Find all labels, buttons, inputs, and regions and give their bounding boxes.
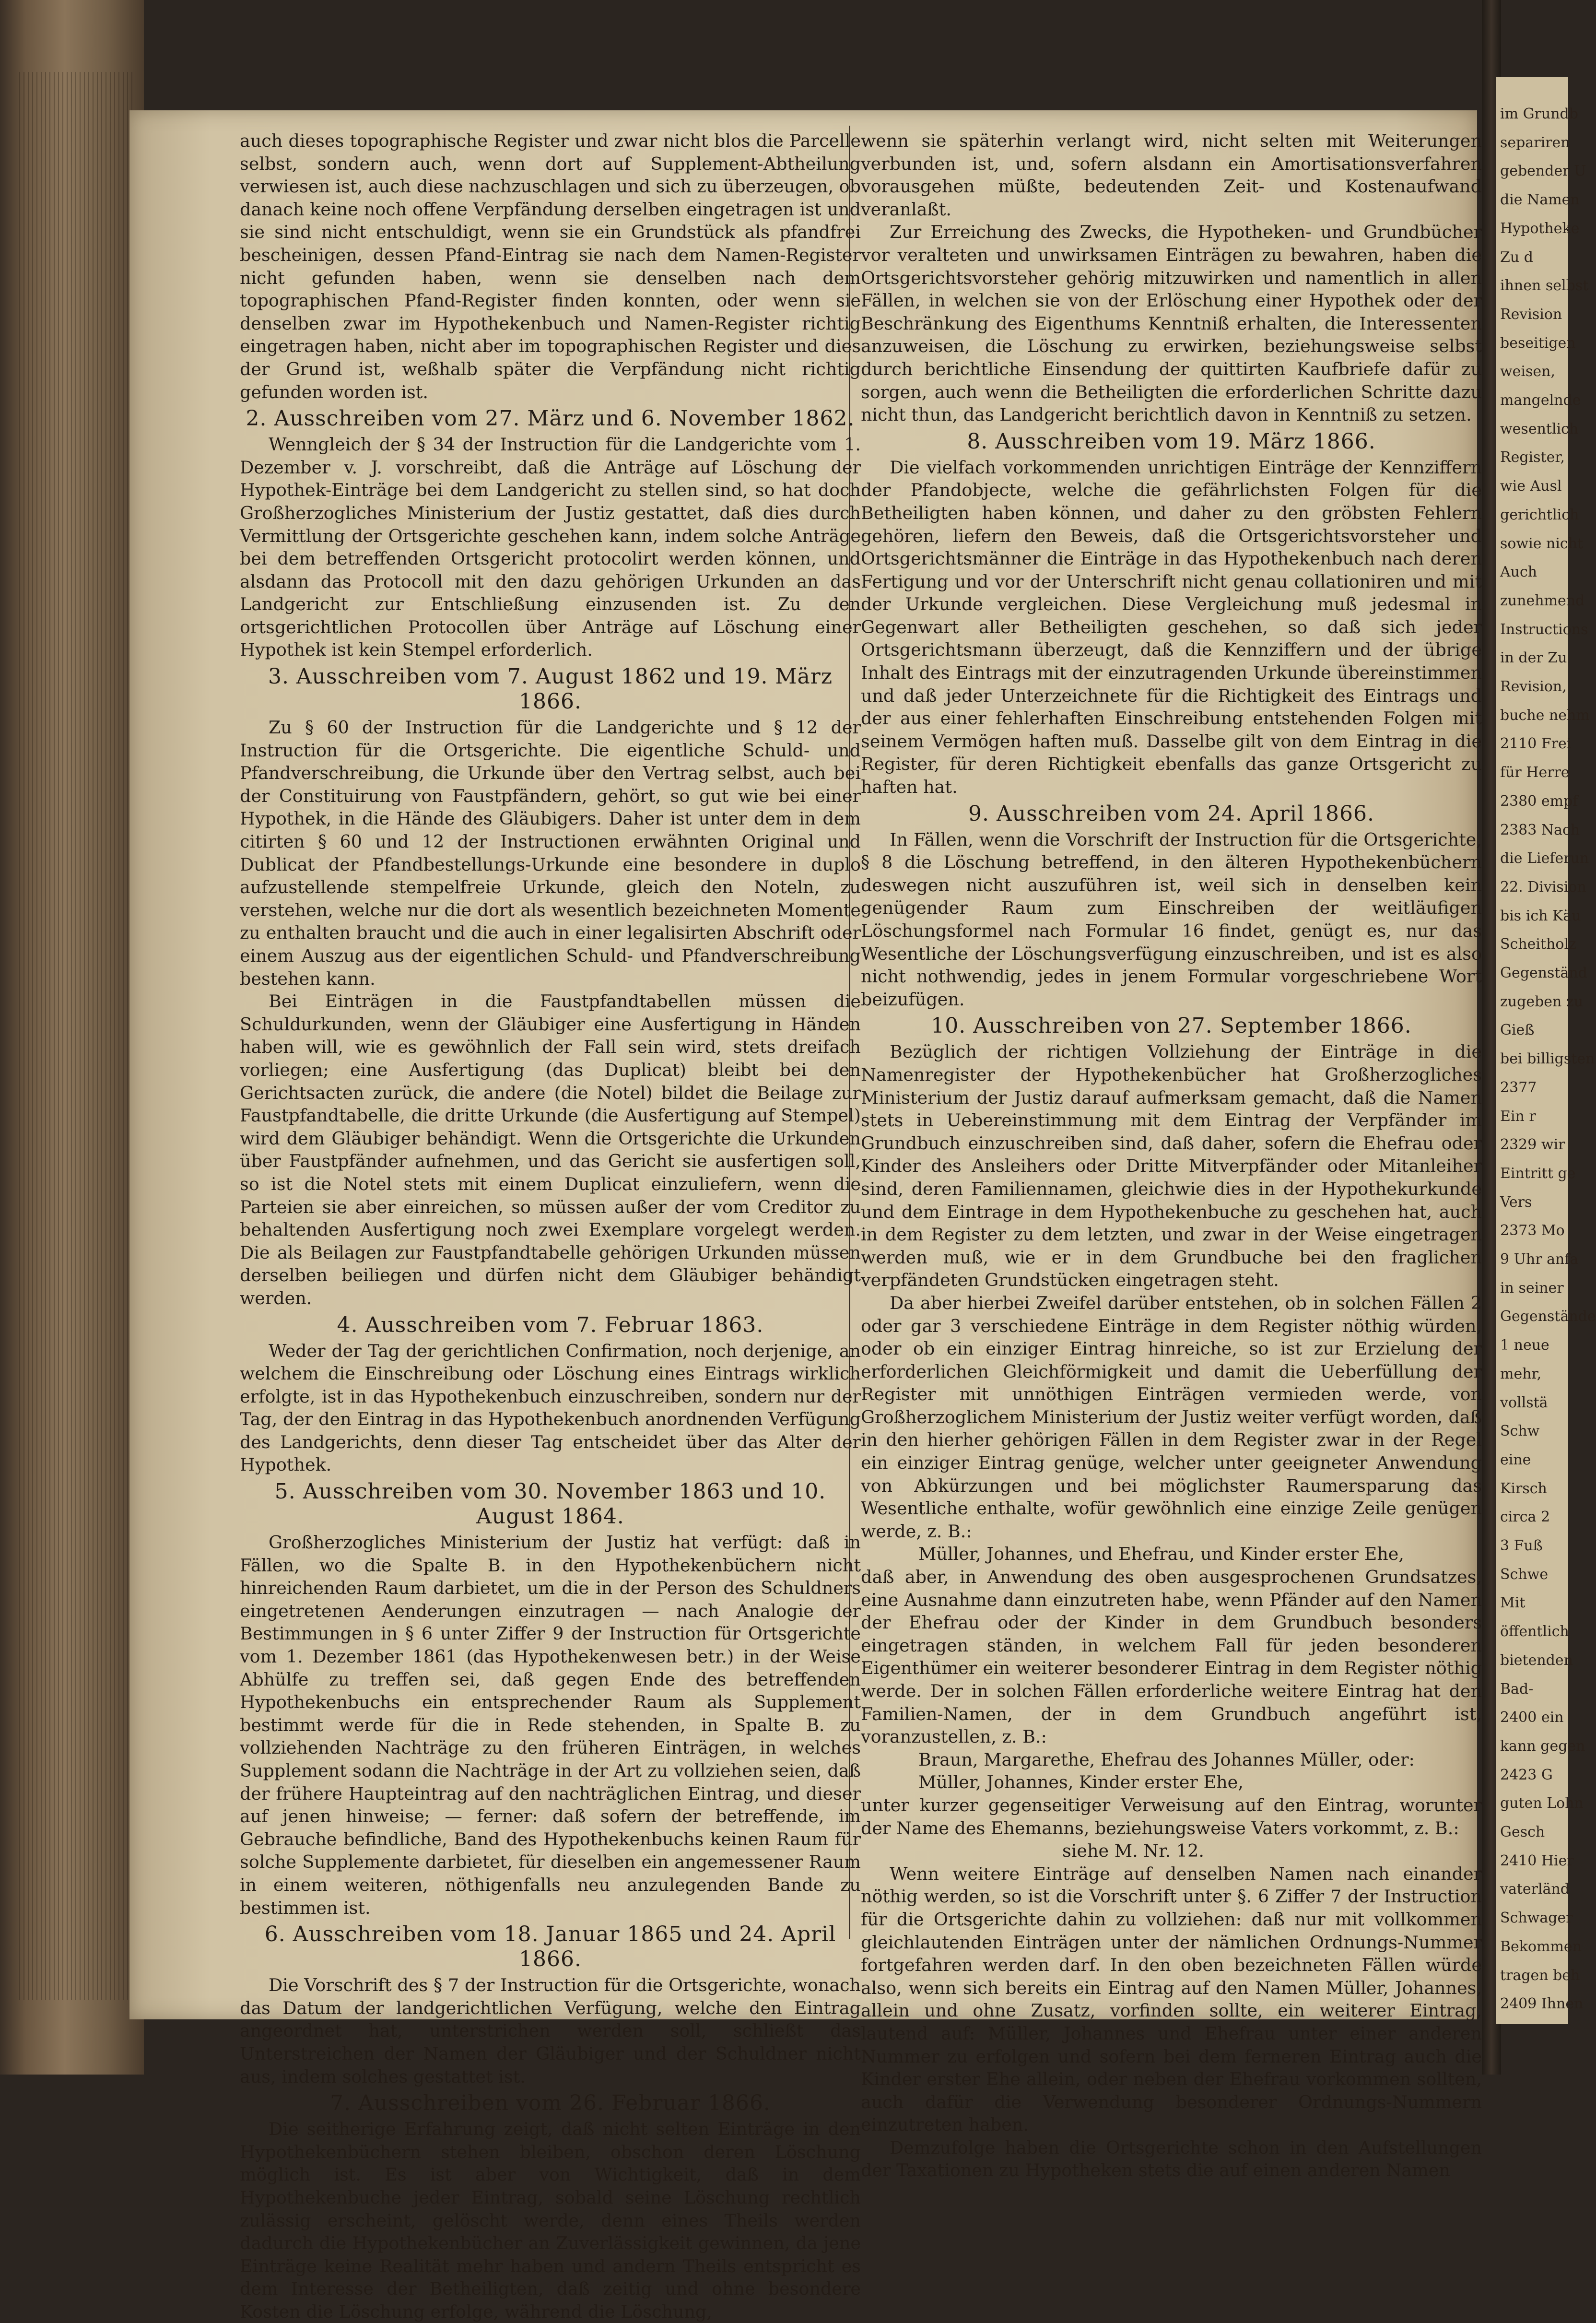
section-5-heading: 5. Ausschreiben vom 30. November 1863 und 10. August 1864. [274,1479,826,1529]
next-page-fragment: 2373 Mo [1500,1222,1565,1239]
next-page-fragment: Kirsch [1500,1480,1547,1497]
next-page-sliver [1496,77,1596,2024]
next-page-fragment: in der Zu [1500,649,1567,666]
section-10-text-2: Da aber hierbei Zweifel darüber entstehen, ob in solchen Fällen 2 oder gar 3 verschiedene Einträge in dem Register nöthig würden, oder ob ein einziger Eintrag hinreiche, so ist zur Erzielung der erforderlichen Gleichförmigkeit und damit die Ueberfüllung der Register mit unnöthigen Einträgen vermieden werde, von Großherzoglichem Ministerium der Justiz weiter verfügt worden, daß in den hierher gehörigen Fällen in dem Register zwar in der Regel ein einziger Eintrag genüge, welcher unter geeigneter Anwendung von Abkürzungen und bei möglichster Raumersparung das Wesentliche enthalte, wofür gewöhnlich eine einzige Zeile genügen werde, z. B.: [861,1292,1482,1542]
next-page-fragment: Schwager [1500,1910,1573,1926]
section-10-text-5: Wenn weitere Einträge auf denselben Namen nach einander nöthig werden, so ist die Vorschrift unter §. 6 Ziffer 7 der Instruction für die Ortsgerichte dahin zu vollziehen: daß nur mit vollkommen gleichlautenden Einträgen unter der nämlichen Ordnungs-Nummer fortgefahren werden darf. In den oben bezeichneten Fällen würde also, wenn sich bereits ein Eintrag auf den Namen Müller, Johannes, allein und ohne Zusatz, vorfinden sollte, ein weiterer Eintrag, lautend auf: Müller, Johannes und Ehefrau unter einer anderen Nummer zu erfolgen und sofern bei dem ferneren Eintrag auch die Kinder erster Ehe allein, oder neben der Ehefrau vorkommen sollten, auch dafür die Verwendung besonderer Ordnungs-Nummern einzutreten haben. [861,1863,1482,2135]
next-page-fragment: Gegenständ [1500,965,1587,981]
next-page-fragment: 2110 Frei [1500,735,1572,752]
next-page-fragment: Bekommen [1500,1938,1582,1955]
next-page-fragment: tragen beh [1500,1967,1580,1984]
next-page-fragment: 2380 empf [1500,793,1578,810]
section-10-text-1: Bezüglich der richtigen Vollziehung der Einträge in die Namenregister der Hypothekenbücher hat Großherzogliches Ministerium der Justiz darauf aufmerksam gemacht, daß die Namen stets in Uebereinstimmung mit dem Eintrag der Verpfänder im Grundbuch einzuschreiben sind, daß daher, sofern die Ehefrau oder Kinder des Ansleihers oder Dritte Mitverpfänder oder Mitanleiher sind, deren Familiennamen, gleichwie dies in der Hypothekurkunde und dem Eintrage in dem Hypothekenbuche zu geschehen hat, auch in dem Register zu dem letzten, und zwar in der Weise eingetragen werden muß, wie er in dem Grundbuche bei den fraglichen verpfändeten Grundstücken eingetragen steht. [861,1041,1482,1291]
next-page-fragment: Schwe [1500,1566,1549,1583]
next-page-fragment: öffentlich [1500,1623,1569,1640]
next-page-fragment: wesentlich [1500,421,1579,437]
example-entry-2: Braun, Margarethe, Ehefrau des Johannes Müller, oder: [918,1749,1415,1770]
next-page-fragment: eine [1500,1451,1531,1468]
next-page-fragment: Gegenstände [1500,1308,1596,1325]
right-intro-paragraph-2: Zur Erreichung des Zwecks, die Hypotheken- und Grundbücher vor veralteten und unwirksamen Einträgen zu bewahren, haben die Ortsgerichtsvorsteher gehörig mitzuwirken und namentlich in allen Fällen, in welchen sie von der Erlöschung einer Hypothek oder der Beschränkung des Eigenthums Kenntniß erhalten, die Interessenten anzuweisen, die Löschung zu erwirken, beziehungsweise selbst durch berichtliche Einsendung der quittirten Kaufbriefe dafür zu sorgen, auch wenn die Betheiligten die erforderlichen Schritte dazu nicht thun, das Landgericht berichtlich davon in Kenntniß zu setzen. [861,222,1482,425]
next-page-fragment: zunehmend [1500,592,1585,609]
section-10-text-3: daß aber, in Anwendung des oben ausgesprochenen Grundsatzes, eine Ausnahme dann einzutreten habe, wenn Pfänder auf den Namen der Ehefrau oder der Kinder in dem Grundbuch besonders eingetragen ständen, in welchem Fall für jeden besonderen Eigenthümer ein weiterer besonderer Eintrag in dem Register nöthig werde. Der in solchen Fällen erforderliche weitere Eintrag hat den Familien-Namen, der in dem Grundbuch angeführt ist, voranzustellen, z. B.: [861,1567,1482,1747]
next-page-fragment: für Herre [1500,764,1570,781]
next-page-fragment: Instructions [1500,621,1588,638]
next-page-fragment: 1 neue [1500,1337,1549,1354]
left-intro-paragraph: auch dieses topographische Register und zwar nicht blos die Parcelle selbst, sondern auch, wenn dort auf Supplement-Abtheilung verwiesen ist, auch diese nachzuschlagen und sich zu überzeugen, ob danach keine noch offene Verpfändung derselben eingetragen ist und sie sind nicht entschuldigt, wenn sie ein Grundstück als pfandfrei bescheinigen, dessen Pfand-Eintrag sie nach dem Namen-Register nicht gefunden haben, wenn sie denselben nach dem topographischen Pfand-Register finden konnten, oder wenn sie denselben zwar im Hypothekenbuch und Namen-Register richtig eingetragen haben, nicht aber im topographischen Register und dies der Grund ist, weßhalb später die Verpfändung nicht richtig gefunden worden ist. [240,130,861,402]
next-page-fragment: vaterländ [1500,1881,1570,1898]
next-page-fragment: gerichtlich [1500,507,1579,523]
next-page-fragment: separiren [1500,134,1570,151]
next-page-fragment: 22. Division [1500,879,1586,896]
next-page-fragment: wie Ausl [1500,478,1562,495]
section-6-text: Die Vorschrift des § 7 der Instruction für die Ortsgerichte, wonach das Datum der landgerichtlichen Verfügung, welche den Eintrag angeordnet hat, unterstrichen werden soll, schließt das Unterstreichen der Namen der Gläubiger und der Schuldner nicht aus, indem solches gestattet ist. [240,1975,861,2087]
next-page-fragment: kann gegen [1500,1738,1585,1755]
next-page-fragment: weisen, [1500,363,1556,380]
next-page-fragment: 2409 Ihnen [1500,1995,1584,2012]
next-page-fragment: die Lieferun [1500,850,1589,867]
example-entry-3: Müller, Johannes, Kinder erster Ehe, [918,1772,1244,1793]
next-page-fragment: Zu d [1500,249,1533,266]
next-page-fragment: 2410 Hier [1500,1852,1574,1869]
next-page-fragment: Auch [1500,564,1537,580]
next-page-fragment: 2400 ein [1500,1709,1564,1726]
next-page-fragment: circa 2 [1500,1509,1550,1525]
next-page-fragment: Gesch [1500,1824,1545,1840]
section-3-heading: 3. Ausschreiben vom 7. August 1862 und 19. März 1866. [268,664,833,714]
section-10-text-6: Demzufolge haben die Ortsgerichte schon in den Aufstellungen der Taxationen zu Hypotheken stets die auf einen anderen Namen [861,2137,1482,2181]
next-page-fragment: im Grundb [1500,106,1578,122]
next-page-fragment: Bad- [1500,1681,1534,1698]
next-page-fragment: beseitigen [1500,335,1576,352]
next-page-fragment: bis ich Käu [1500,908,1581,924]
next-page-fragment: Schw [1500,1423,1540,1439]
section-8-text: Die vielfach vorkommenden unrichtigen Einträge der Kennziffern der Pfandobjecte, welche die gefährlichsten Folgen für die Betheiligten haben können, und daher zu den gröbsten Fehlern gehören, liefern den Beweis, daß die Ortsgerichtsvorsteher und Ortsgerichtsmänner die Einträge in das Hypothekenbuch nach deren Fertigung und vor der Unterschrift nicht genau collationiren und mit der Urkunde vergleichen. Diese Vergleichung muß jedesmal in Gegenwart aller Betheiligten geschehen, so daß sich jeder Ortsgerichtsmann überzeugt, daß die Kennziffern und der übrige Inhalt des Eintrags mit der einzutragenden Urkunde übereinstimmen und daß jeder Unterzeichnete für die Richtigkeit des Eintrags und der aus einer fehlerhaften Einschreibung entstehenden Folgen mit seinem Vermögen haften muß. Dasselbe gilt von dem Eintrag in die Register, für deren Richtigkeit ebenfalls das ganze Ortsgericht zu haften hat. [861,457,1482,798]
section-7-heading: 7. Ausschreiben vom 26. Februar 1866. [330,2091,771,2116]
section-5-text: Großherzogliches Ministerium der Justiz hat verfügt: daß in Fällen, wo die Spalte B. in den Hypothekenbüchern nicht hinreichenden Raum darbietet, um die in der Person des Schuldners eingetretenen Aenderungen einzutragen — nach Analogie der Bestimmungen in § 6 unter Ziffer 9 der Instruction für Ortsgerichte vom 1. Dezember 1861 (das Hypothekenwesen betr.) in der Weise Abhülfe zu treffen sei, daß gegen Ende des betreffenden Hypothekenbuchs ein entsprechender Raum als Supplement bestimmt werde für die in Rede stehenden, in Spalte B. zu vollziehenden Nachträge zu den früheren Einträgen, in welches Supplement sodann die Nachträge in der Art zu vollziehen seien, daß der frühere Haupteintrag auf den nachträglichen Eintrag, und dieser auf jenen hinweise; — ferner: daß sofern der betreffende, im Gebrauche befindliche, Band des Hypothekenbuchs keinen Raum für solche Supplemente darbietet, für dieselben ein angemessener Raum in einem weiteren, nöthigenfalls neu anzulegenden Bande zu bestimmen ist. [240,1532,861,1918]
next-page-fragment: Hypotheke [1500,220,1580,237]
next-page-fragment: Register, [1500,449,1565,466]
section-9-text: In Fällen, wenn die Vorschrift der Instruction für die Ortsgerichte, § 8 die Löschung betreffend, in den älteren Hypothekenbüchern deswegen nicht auszuführen ist, weil sich in denselben kein genügender Raum zum Einschreiben der weitläufigen Löschungsformel nach Formular 16 findet, genügt es, nur das Wesentliche der Löschungsverfügung einzuschreiben, und ist es also nicht nothwendig, jedes in jenem Formular vorgeschriebene Wort beizufügen. [861,829,1482,1010]
next-page-fragment: Revision, [1500,678,1567,695]
next-page-fragment: gebender U [1500,163,1586,179]
section-2-heading: 2. Ausschreiben vom 27. März und 6. November 1862. [246,406,855,431]
next-page-fragment: Gieß [1500,1022,1535,1038]
section-8-heading: 8. Ausschreiben vom 19. März 1866. [967,429,1376,454]
next-page-fragment: Scheitholz [1500,936,1576,953]
section-10-text-4: unter kurzer gegenseitiger Verweisung auf den Eintrag, worunter der Name des Ehemanns, beziehungsweise Vaters vorkommt, z. B.: [861,1794,1482,1839]
next-page-fragment: mehr, [1500,1366,1542,1382]
section-4-text: Weder der Tag der gerichtlichen Confirmation, noch derjenige, an welchem die Einschreibung oder Löschung eines Eintrags wirklich erfolgte, ist in das Hypothekenbuch einzuschreiben, sondern nur der Tag, der den Eintrag in das Hypothekenbuch anordnenden Verfügung des Landgerichts, denn dieser Tag entscheidet über das Alter der Hypothek. [240,1340,861,1475]
next-page-fragment: bietenden [1500,1652,1573,1669]
next-page-fragment: mangelnde [1500,392,1581,409]
next-page-fragment: buche nehm [1500,707,1590,724]
section-2-text: Wenngleich der § 34 der Instruction für die Landgerichte vom 1. Dezember v. J. vorschreibt, daß die Anträge auf Löschung der Hypothek-Einträge bei dem Landgericht zu stellen sind, so hat doch Großherzogliches Ministerium der Justiz gestattet, daß dies durch Vermittlung der Ortsgerichte geschehen kann, indem solche Anträge bei dem betreffenden Ortsgericht protocolirt werden können, und alsdann das Protocoll mit den dazu gehörigen Urkunden an das Landgericht zur Entschließung einzusenden ist. Zu den ortsgerichtlichen Protocollen über Anträge auf Löschung einer Hypothek ist kein Stempel erforderlich. [240,434,861,660]
section-9-heading: 9. Ausschreiben vom 24. April 1866. [968,801,1374,826]
next-page-fragment: zugeben zu [1500,993,1584,1010]
right-column [861,130,1482,2182]
next-page-fragment: bei billigsten [1500,1050,1595,1067]
next-page-fragment: 9 Uhr anfa [1500,1251,1579,1268]
next-page-fragment: Eintritt ge [1500,1165,1576,1182]
right-intro-paragraph: wenn sie späterhin verlangt wird, nicht selten mit Weiterungen verbunden ist, und, sofern alsdann ein Amortisationsverfahren vorausgehen müßte, bedeutenden Zeit- und Kostenaufwand veranlaßt. [861,130,1482,220]
next-page-fragment: 2383 Nach [1500,822,1580,838]
next-page-fragment: guten Lohn [1500,1795,1584,1812]
page-edge-lines [19,72,134,2000]
section-4-heading: 4. Ausschreiben vom 7. Februar 1863. [337,1312,764,1337]
next-page-fragment: Revision [1500,306,1562,323]
next-page-fragment: sowie nicht [1500,535,1584,552]
next-page-fragment: 2377 [1500,1079,1537,1096]
example-entry-4: siehe M. Nr. 12. [1062,1840,1204,1862]
section-3-text-1: Zu § 60 der Instruction für die Landgerichte und § 12 der Instruction für die Ortsgerichte. Die eigentliche Schuld- und Pfandverschreibung, die Urkunde über den Vertrag selbst, auch bei der Constituirung von Faustpfändern, gehört, so gut wie bei einer Hypothek, in die Hände des Gläubigers. Daher ist unter dem in dem citirten § 60 und 12 der Instructionen erwähnten Original und Dublicat der Pfandbestellungs-Urkunde eine besondere in duplo aufzustellende stempelfreie Urkunde, gleich den Noteln, zu verstehen, welche nur die dort als wesentlich bezeichneten Momente zu enthalten braucht und die auch in einer legalisirten Abschrift oder einem Auszug aus der eigentlichen Schuld- und Pfandverschreibung bestehen kann. [240,717,861,989]
next-page-fragment: Ein r [1500,1108,1536,1125]
book-spine [0,0,144,2075]
left-column [240,130,861,2323]
next-page-fragment: 2329 wir [1500,1136,1565,1153]
section-3-text-2: Bei Einträgen in die Faustpfandtabellen müssen die Schuldurkunden, wenn der Gläubiger eine Ausfertigung in Händen haben will, wie es gewöhnlich der Fall sein wird, stets dreifach vorliegen; eine Ausfertigung (das Duplicat) bleibt bei den Gerichtsacten zurück, die andere (die Notel) bildet die Beilage zur Faustpfandtabelle, die dritte Urkunde (die Ausfertigung auf Stempel) wird dem Gläubiger behändigt. Wenn die Ortsgerichte die Urkunden über Faustpfänder aufnehmen, und das Gericht sie ausfertigen soll, so ist die Notel stets mit einem Duplicat einzuliefern, wenn die Parteien sie aber einreichen, so müssen außer der vom Creditor zu behaltenden Ausfertigung noch zwei Exemplare vorgelegt werden. Die als Beilagen zur Faustpfandtabelle gehörigen Urkunden müssen derselben beiliegen und dürfen nicht dem Gläubiger behändigt werden. [240,991,861,1309]
example-entry-1: Müller, Johannes, und Ehefrau, und Kinder erster Ehe, [918,1544,1404,1565]
section-10-heading: 10. Ausschreiben von 27. September 1866. [931,1014,1412,1038]
next-page-fragment: 2423 G [1500,1767,1553,1783]
next-page-fragment: Mit [1500,1594,1526,1611]
next-page-fragment: in seiner [1500,1280,1564,1297]
next-page-fragment: vollstä [1500,1394,1548,1411]
section-7-text: Die seitherige Erfahrung zeigt, daß nicht selten Einträge in den Hypothekenbüchern stehen bleiben, obschon deren Löschung möglich ist. Es ist aber von Wichtigkeit, daß in dem Hypothekenbuche jeder Eintrag, sobald seine Löschung rechtlich zulässig erscheint, gelöscht werde, denn eines Theils werden dadurch die Hypothekenbücher an Zuverlässigkeit gewinnen, da jene Einträge keine Realität mehr haben und andern Theils entspricht es dem Interesse der Betheiligten, daß zeitig und ohne besondere Kosten die Löschung erfolge, während die Löschung, [240,2119,861,2322]
next-page-fragment: Vers [1500,1194,1532,1211]
next-page-fragment: 3 Fuß [1500,1537,1543,1554]
next-page-fragment: die Namen [1500,191,1580,208]
section-6-heading: 6. Ausschreiben vom 18. Januar 1865 und 24. April 1866. [264,1922,836,1972]
next-page-fragment: ihnen selbst [1500,277,1589,294]
